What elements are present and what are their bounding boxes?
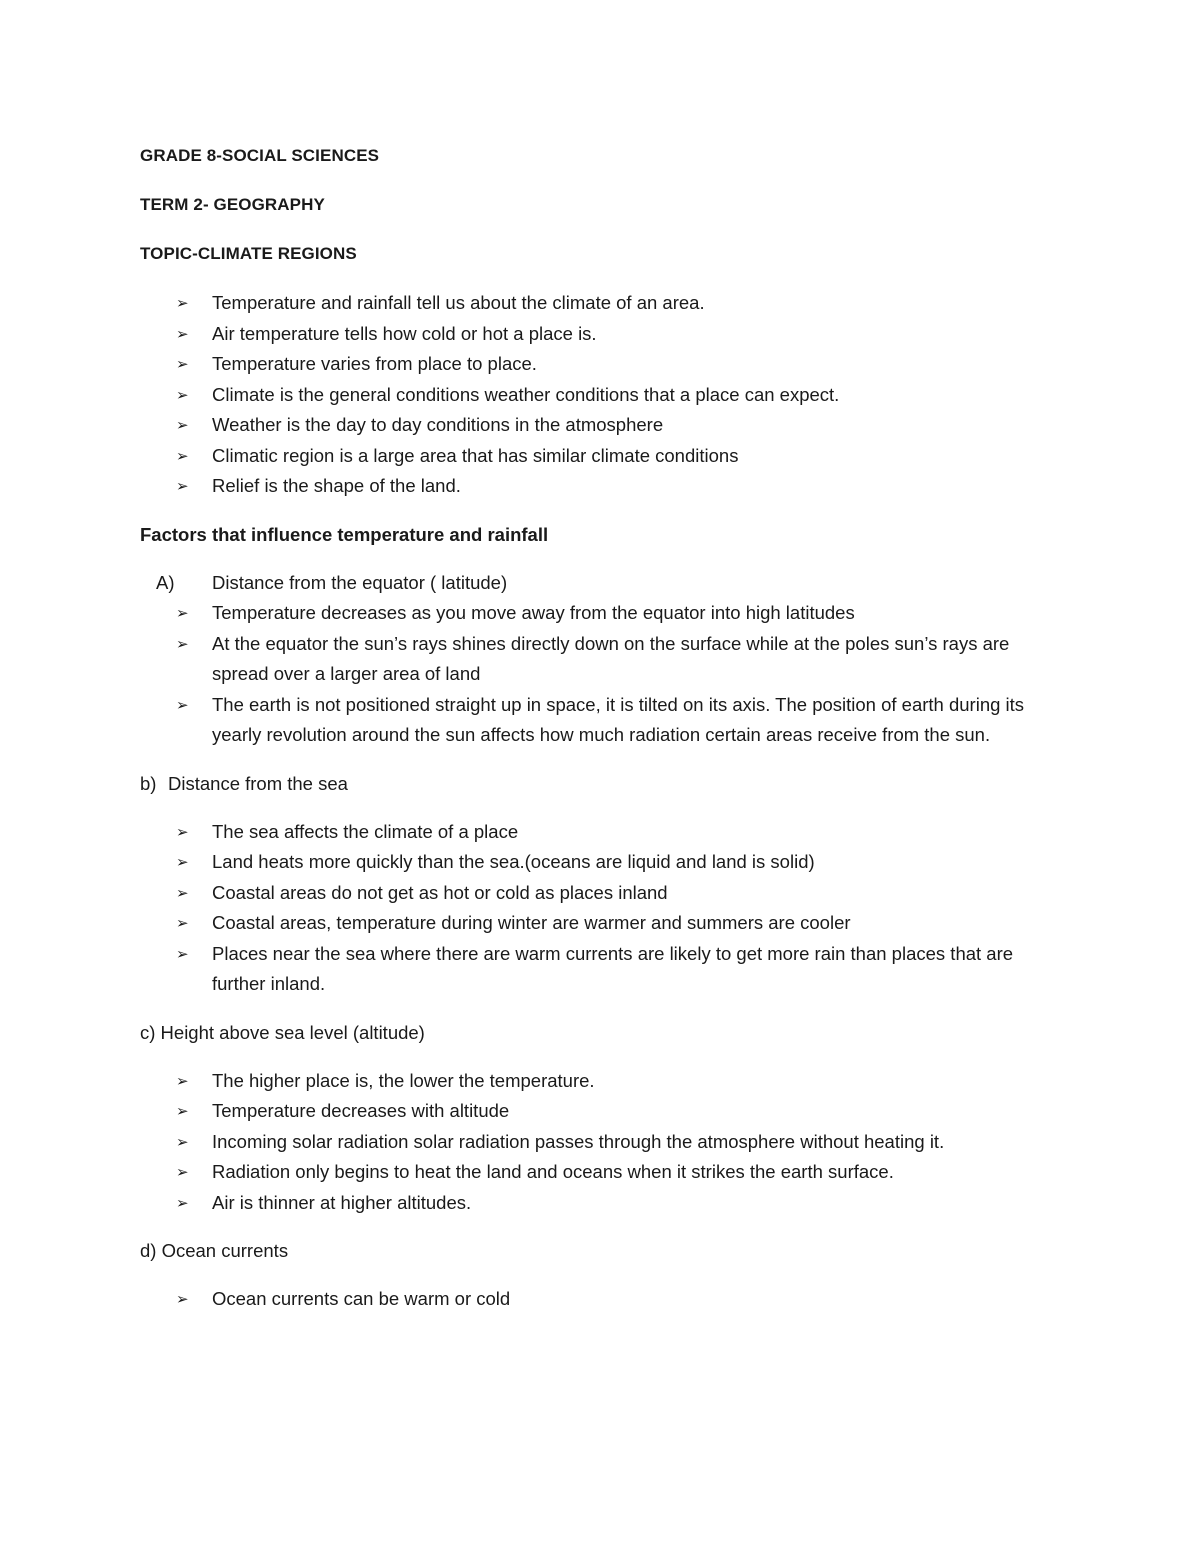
arrowhead-bullet-icon: ➢ bbox=[176, 1163, 189, 1181]
arrowhead-bullet-icon: ➢ bbox=[176, 695, 189, 714]
list-item: ➢ Climate is the general conditions weather conditions that a place can expect. bbox=[140, 380, 1060, 411]
arrowhead-bullet-icon: ➢ bbox=[176, 944, 189, 963]
list-item: ➢ Coastal areas do not get as hot or cold as places inland bbox=[140, 878, 1060, 909]
arrowhead-bullet-icon: ➢ bbox=[176, 634, 189, 653]
section-a-letter: A) bbox=[156, 571, 175, 593]
list-item: ➢ Climatic region is a large area that has similar climate conditions bbox=[140, 441, 1060, 472]
arrowhead-bullet-icon: ➢ bbox=[176, 604, 189, 622]
section-b-letter: b) bbox=[140, 772, 157, 794]
arrowhead-bullet-icon: ➢ bbox=[176, 355, 189, 373]
arrowhead-bullet-icon: ➢ bbox=[176, 1071, 189, 1090]
arrowhead-bullet-icon: ➢ bbox=[176, 324, 189, 343]
list-item: ➢ Temperature decreases with altitude bbox=[140, 1096, 1060, 1127]
arrowhead-bullet-icon: ➢ bbox=[176, 294, 189, 312]
section-b-title: b) Distance from the sea bbox=[140, 770, 1060, 798]
arrowhead-bullet-icon: ➢ bbox=[176, 1132, 189, 1151]
arrowhead-bullet-icon: ➢ bbox=[176, 914, 189, 932]
list-item: ➢ Incoming solar radiation solar radiation passes through the atmosphere without heating it. bbox=[140, 1127, 1060, 1158]
arrowhead-bullet-icon: ➢ bbox=[176, 853, 189, 871]
document-page bbox=[140, 142, 1060, 1315]
section-c-list bbox=[140, 1066, 1060, 1219]
arrowhead-bullet-icon: ➢ bbox=[176, 416, 189, 434]
list-item: ➢ At the equator the sun’s rays shines directly down on the surface while at the poles sun’s rays are spread over a larger area of land bbox=[140, 629, 1060, 690]
section-d-list bbox=[140, 1284, 1060, 1315]
arrowhead-bullet-icon: ➢ bbox=[176, 385, 189, 404]
list-item: ➢ Land heats more quickly than the sea.(oceans are liquid and land is solid) bbox=[140, 847, 1060, 878]
section-c-title: c) Height above sea level (altitude) bbox=[140, 1021, 425, 1043]
section-d-title: d) Ocean currents bbox=[140, 1240, 289, 1261]
arrowhead-bullet-icon: ➢ bbox=[176, 1290, 189, 1308]
term-heading: TERM 2- GEOGRAPHY bbox=[140, 195, 325, 214]
section-b-list bbox=[140, 817, 1060, 1000]
list-item: ➢ Relief is the shape of the land. bbox=[140, 471, 1060, 502]
list-item: ➢ Temperature varies from place to place. bbox=[140, 349, 1060, 380]
topic-heading: TOPIC-CLIMATE REGIONS bbox=[140, 244, 357, 263]
arrowhead-bullet-icon: ➢ bbox=[176, 822, 189, 841]
list-item: ➢ Air is thinner at higher altitudes. bbox=[140, 1188, 1060, 1219]
arrowhead-bullet-icon: ➢ bbox=[176, 477, 189, 495]
list-item: ➢ Radiation only begins to heat the land and oceans when it strikes the earth surface. bbox=[140, 1157, 1060, 1188]
list-item: ➢ Air temperature tells how cold or hot a place is. bbox=[140, 319, 1060, 350]
section-a-title: A) Distance from the equator ( latitude) bbox=[140, 568, 1060, 599]
list-item: ➢ Ocean currents can be warm or cold bbox=[140, 1284, 1060, 1315]
list-item: ➢ Places near the sea where there are warm currents are likely to get more rain than places that are further inland. bbox=[140, 939, 1060, 1000]
arrowhead-bullet-icon: ➢ bbox=[176, 1193, 189, 1212]
section-a-list bbox=[140, 598, 1060, 751]
factors-heading: Factors that influence temperature and rainfall bbox=[140, 523, 549, 545]
intro-list bbox=[140, 288, 1060, 502]
arrowhead-bullet-icon: ➢ bbox=[176, 446, 189, 465]
list-item: ➢ Temperature and rainfall tell us about the climate of an area. bbox=[140, 288, 1060, 319]
arrowhead-bullet-icon: ➢ bbox=[176, 1102, 189, 1120]
list-item: ➢ The higher place is, the lower the temperature. bbox=[140, 1066, 1060, 1097]
list-item: ➢ Weather is the day to day conditions in the atmosphere bbox=[140, 410, 1060, 441]
list-item: ➢ Temperature decreases as you move away from the equator into high latitudes bbox=[140, 598, 1060, 629]
list-item: ➢ The earth is not positioned straight up in space, it is tilted on its axis. The position of earth during its yearly revolution around the sun affects how much radiation certain areas receive from the sun. bbox=[140, 690, 1060, 751]
list-item: ➢ Coastal areas, temperature during winter are warmer and summers are cooler bbox=[140, 908, 1060, 939]
list-item: ➢ The sea affects the climate of a place bbox=[140, 817, 1060, 848]
grade-heading: GRADE 8-SOCIAL SCIENCES bbox=[140, 146, 380, 165]
arrowhead-bullet-icon: ➢ bbox=[176, 883, 189, 902]
